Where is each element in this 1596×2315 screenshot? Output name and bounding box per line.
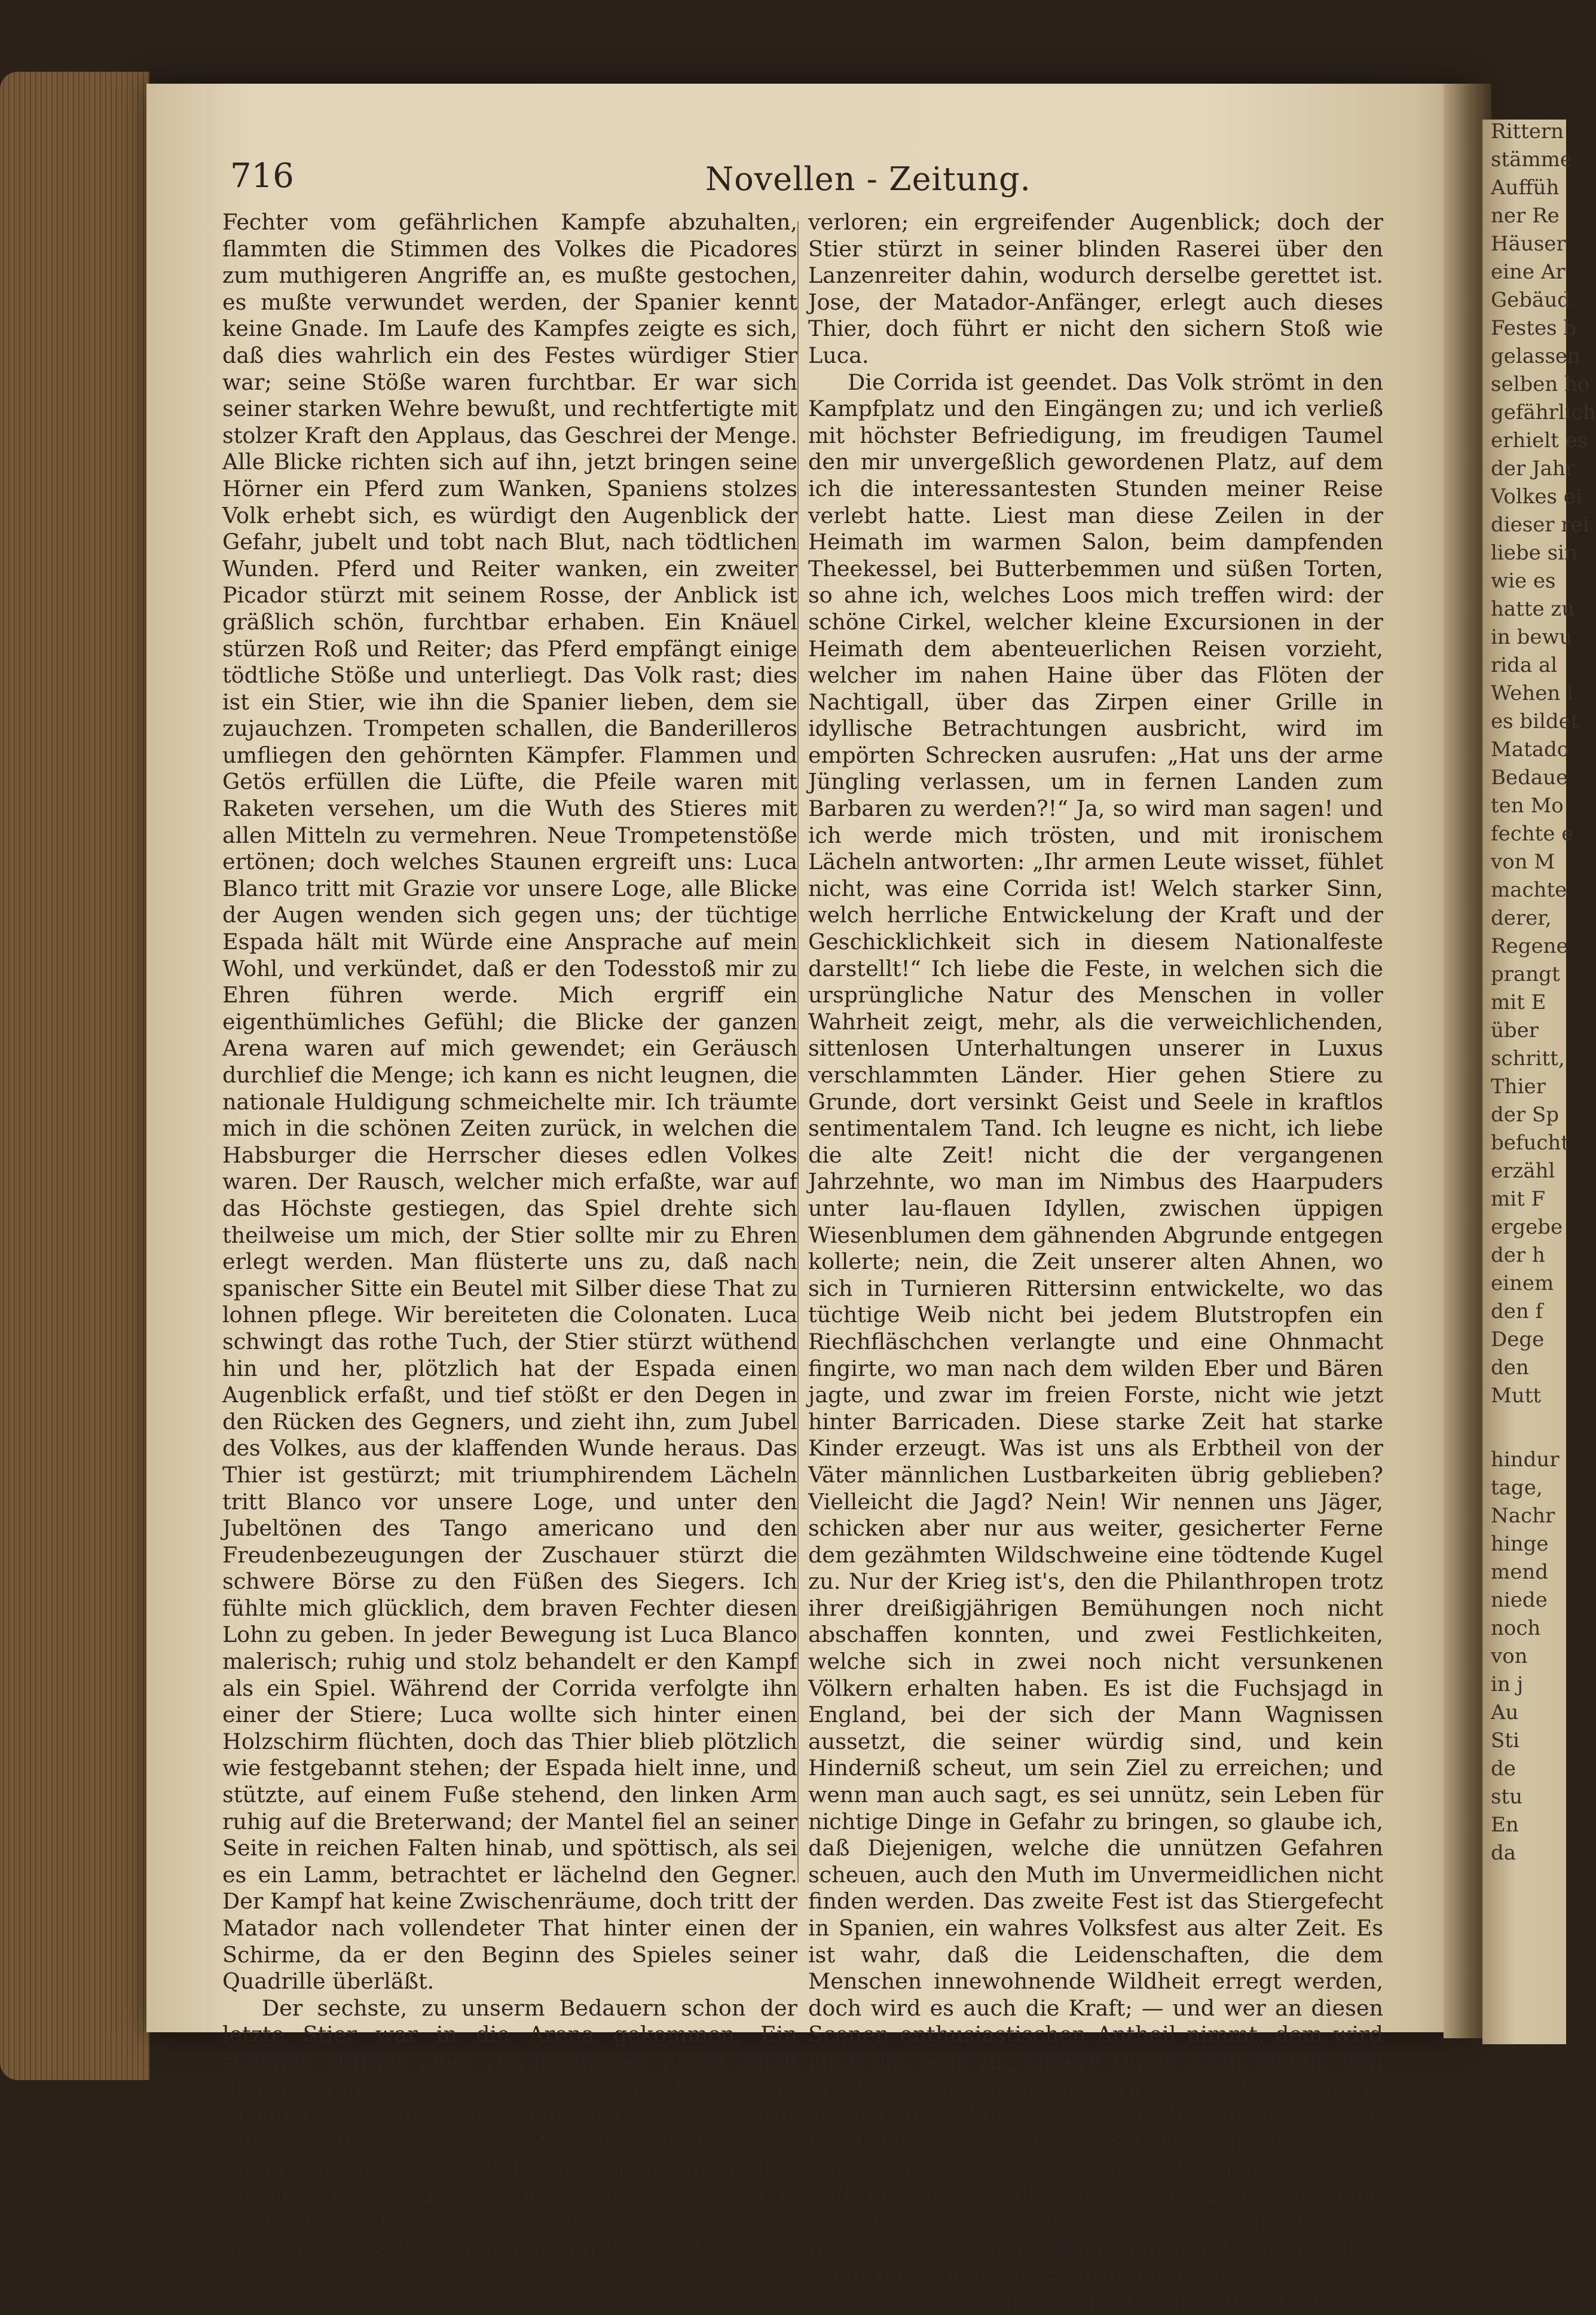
next-page-edge xyxy=(1482,120,1596,2044)
right-column xyxy=(808,209,1383,2314)
next-page-fragment: der h xyxy=(1491,1243,1545,1267)
next-page-fragment: gefährlich xyxy=(1491,400,1596,424)
next-page-fragment: Thier xyxy=(1491,1075,1546,1099)
paragraph: verloren; ein ergreifender Augenblick; doch der Stier stürzt in seiner blinden Raserei über den Lanzenreiter dahin, wodurch derselbe gerettet ist. Jose, der Matador-Anfänger, erlegt auch dieses Thier, doch führt er nicht den sichern Stoß wie Luca. xyxy=(808,209,1383,368)
next-page-fragment: in j xyxy=(1491,1672,1524,1696)
next-page-fragment: liebe sin xyxy=(1491,541,1577,565)
next-page-fragment: Sti xyxy=(1491,1729,1519,1753)
paragraph: Der sechste, zu unserm Bedauern schon der letzte Stier war in die Arena gekommen. Ein schönes, starkes Thier von goldgelber Farbe. Auch dieser Kampf war voll Interesse, voll Bewegung. Besonders fesselte ein Moment die Blicke. Der Stier hat das Pferd eines Picadors erfaßt und zu Boden geworfen; der Reiter liegt halb unter dem Pferde im Sande; noch einmal stürzt das wuthentbrannte Thier gegen das Roß und überrennt dasselbe; man hält den Picador für xyxy=(222,1995,797,2261)
next-page-fragment: mit F xyxy=(1491,1187,1546,1211)
next-page-fragment: derer, xyxy=(1491,906,1552,930)
next-page-fragment: Nachr xyxy=(1491,1504,1555,1528)
next-page-fragment: Dege xyxy=(1491,1328,1545,1351)
next-page-fragment: mend xyxy=(1491,1560,1549,1584)
next-page-fragment: stu xyxy=(1491,1785,1523,1809)
next-page-fragment: Rittern xyxy=(1491,120,1564,143)
next-page-fragment: noch xyxy=(1491,1616,1541,1640)
next-page-fragment: hindur xyxy=(1491,1448,1560,1472)
next-page-fragment: von xyxy=(1491,1644,1528,1668)
next-page-fragment: in bewu xyxy=(1491,625,1573,649)
column-divider xyxy=(797,221,799,1883)
next-page-fragment: Au xyxy=(1491,1701,1519,1724)
next-page-fragment: da xyxy=(1491,1841,1516,1865)
next-page-fragment: mit E xyxy=(1491,990,1546,1014)
next-page-fragment: ergebe xyxy=(1491,1215,1563,1239)
next-page-fragment: dieser rei xyxy=(1491,513,1589,537)
next-page-fragment: Gebäud xyxy=(1491,288,1570,312)
next-page-fragment: einem xyxy=(1491,1271,1554,1295)
next-page-fragment: stämme xyxy=(1491,148,1572,172)
next-page-fragment: hatte zu xyxy=(1491,597,1575,621)
page-number: 716 xyxy=(230,157,294,195)
left-column xyxy=(222,209,797,2261)
next-page-fragment: der Jahr xyxy=(1491,457,1575,481)
paragraph: Fechter vom gefährlichen Kampfe abzuhalten, flammten die Stimmen des Volkes die Picadores zum muthigeren Angriffe an, es mußte gestochen, es mußte verwundet werden, der Spanier kennt keine Gnade. Im Laufe des Kampfes zeigte es sich, daß dies wahrlich ein des Festes würdiger Stier war; seine Stöße waren furchtbar. Er war sich seiner starken Wehre bewußt, und rechtfertigte mit stolzer Kraft den Applaus, das Geschrei der Menge. Alle Blicke richten sich auf ihn, jetzt bringen seine Hörner ein Pferd zum Wanken, Spaniens stolzes Volk erhebt sich, es würdigt den Augenblick der Gefahr, jubelt und tobt nach Blut, nach tödtlichen Wunden. Pferd und Reiter wanken, ein zweiter Picador stürzt mit seinem Rosse, der Anblick ist gräßlich schön, furchtbar erhaben. Ein Knäuel stürzen Roß und Reiter; das Pferd empfängt einige tödtliche Stöße und unterliegt. Das Volk rast; dies ist ein Stier, wie ihn die Spanier lieben, dem sie zujauchzen. Trompeten schallen, die Banderilleros umfliegen den gehörnten Kämpfer. Flammen und Getös erfüllen die Lüfte, die Pfeile waren mit Raketen versehen, um die Wuth des Stieres mit allen Mitteln zu vermehren. Neue Trompetenstöße ertönen; doch welches Staunen ergreift uns: Luca Blanco tritt mit Grazie vor unsere Loge, alle Blicke der Augen wenden sich gegen uns; der tüchtige Espada hält mit Würde eine Ansprache auf mein Wohl, und verkündet, daß er den Todesstoß mir zu Ehren führen werde. Mich ergriff ein eigenthümliches Gefühl; die Blicke der ganzen Arena waren auf mich gewendet; ein Geräusch durchlief die Menge; ich kann es nicht leugnen, die nationale Huldigung schmeichelte mir. Ich träumte mich in die schönen Zeiten zurück, in welchen die Habsburger die Herrscher dieses edlen Volkes waren. Der Rausch, welcher mich erfaßte, war auf das Höchste gestiegen, das Spiel drehte sich theilweise um mich, der Stier sollte mir zu Ehren erlegt werden. Man flüsterte uns zu, daß nach spanischer Sitte ein Beutel mit Silber diese That zu lohnen pflege. Wir bereiteten die Colonaten. Luca schwingt das rothe Tuch, der Stier stürzt wüthend hin und her, plötzlich hat der Espada einen Augenblick erfaßt, und tief stößt er den Degen in den Rücken des Gegners, und zieht ihn, zum Jubel des Volkes, aus der klaffenden Wunde heraus. Das Thier ist gestürzt; mit triumphirendem Lächeln tritt Blanco vor unsere Loge, und unter den Jubeltönen des Tango americano und den Freudenbezeugungen der Zuschauer stürzt die schwere Börse zu den Füßen des Siegers. Ich fühlte mich glücklich, dem braven Fechter diesen Lohn zu geben. In jeder Bewegung ist Luca Blanco malerisch; ruhig und stolz behandelt er den Kampf als ein Spiel. Während der Corrida verfolgte ihn einer der Stiere; Luca wollte sich hinter einen Holzschirm flüchten, doch das Thier blieb plötzlich wie festgebannt stehen; der Espada hielt inne, und stützte, auf einem Fuße stehend, den linken Arm ruhig auf die Breterwand; der Mantel fiel an seiner Seite in reichen Falten hinab, und spöttisch, als sei es ein Lamm, betrachtet er lächelnd den Gegner. Der Kampf hat keine Zwischenräume, doch tritt der Matador nach vollendeter That hinter einen der Schirme, da er den Beginn des Spieles seiner Quadrille überläßt. xyxy=(222,209,797,1995)
next-page-fragment: eine Ar xyxy=(1491,260,1566,284)
paragraph: Die Corrida ist geendet. Das Volk strömt in den Kampfplatz und den Eingängen zu; und ich verließ mit höchster Befriedigung, im freudigen Taumel den mir unvergeßlich gewordenen Platz, auf dem ich die interessantesten Stunden meiner Reise verlebt hatte. Liest man diese Zeilen in der Heimath im warmen Salon, beim dampfenden Theekessel, bei Butterbemmen und süßen Torten, so ahne ich, welches Loos mich treffen wird: der schöne Cirkel, welcher kleine Excursionen in der Heimath dem abenteuerlichen Reisen vorzieht, welcher im nahen Haine über das Flöten der Nachtigall, über das Zirpen einer Grille in idyllische Betrachtungen ausbricht, wird im empörten Schrecken ausrufen: „Hat uns der arme Jüngling verlassen, um in fernen Landen zum Barbaren zu werden?!“ Ja, so wird man sagen! und ich werde mich trösten, und mit ironischem Lächeln antworten: „Ihr armen Leute wisset, fühlet nicht, was eine Corrida ist! Welch starker Sinn, welch herrliche Entwickelung der Kraft und der Geschicklichkeit sich in diesem Nationalfeste darstellt!“ Ich liebe die Feste, in welchen sich die ursprüngliche Natur des Menschen in voller Wahrheit zeigt, mehr, als die verweichlichenden, sittenlosen Unterhaltungen unserer in Luxus verschlammten Länder. Hier gehen Stiere zu Grunde, dort versinkt Geist und Seele in kraftlos sentimentalem Tand. Ich leugne es nicht, ich liebe die alte Zeit! nicht die der vergangenen Jahrzehnte, wo man im Nimbus des Haarpuders unter lau-flauen Idyllen, zwischen üppigen Wiesenblumen dem gähnenden Abgrunde entgegen kollerte; nein, die Zeit unserer alten Ahnen, wo sich in Turnieren Rittersinn entwickelte, wo das tüchtige Weib nicht bei jedem Blutstropfen ein Riechfläschchen verlangte und eine Ohnmacht fingirte, wo man nach dem wilden Eber und Bären jagte, und zwar im freien Forste, nicht wie jetzt hinter Barricaden. Diese starke Zeit hat starke Kinder erzeugt. Was ist uns als Erbtheil von der Väter männlichen Lustbarkeiten übrig geblieben? Vielleicht die Jagd? Nein! Wir nennen uns Jäger, schicken aber nur aus weiter, gesicherter Ferne dem gezähmten Wildschweine eine tödtende Kugel zu. Nur der Krieg ist's, den die Philanthropen trotz ihrer dreißigjährigen Bemühungen noch nicht abschaffen konnten, und zwei Festlichkeiten, welche sich in zwei noch nicht versunkenen Völkern erhalten haben. Es ist die Fuchsjagd in England, bei der sich der Mann Wagnissen aussetzt, die seiner würdig sind, und kein Hinderniß scheut, um sein Ziel zu erreichen; und wenn man auch sagt, es sei unnütz, sein Leben für nichtige Dinge in Gefahr zu bringen, so glaube ich, daß Diejenigen, welche die unnützen Gefahren scheuen, auch den Muth im Unvermeidlichen nicht finden werden. Das zweite Fest ist das Stiergefecht in Spanien, ein wahres Volksfest aus alter Zeit. Es ist wahr, daß die Leidenschaften, die dem Menschen innewohnende Wildheit erregt werden, doch wird es auch die Kraft; — und wer an diesen Scenen enthusiastischen Antheil nimmt, dem wird auch der Sinn für andere Dinge nicht fehlen, und er wird wenigstens nicht in Apathie untergehen. Im spanischen Volke ist noch feste, stolze Ritterlichkeit, und trotz des Festes, das ihre Väter ihnen überliefert haben, sind die Spanier fromm und mildthätig. Alles hat seine Zeit und seine Stimmungen, und deren Wechsel ist der höchste Reiz des Menschenlebens. Ich konnte lange nicht erfahren, woher das Stiergefecht seinen Ursprung hat, ob es den kühnen Mauren oder den edlen xyxy=(808,369,1383,2314)
next-page-fragment: selben ho xyxy=(1491,372,1590,396)
next-page-fragment: es bildet xyxy=(1491,710,1579,733)
running-title: Novellen - Zeitung. xyxy=(705,160,1031,198)
next-page-fragment: Bedaue xyxy=(1491,766,1569,790)
next-page-fragment: machte xyxy=(1491,878,1567,902)
next-page-fragment: niede xyxy=(1491,1588,1548,1612)
next-page-fragment: erzähl xyxy=(1491,1159,1555,1183)
next-page-fragment: der Sp xyxy=(1491,1103,1560,1127)
next-page-fragment: ten Mo xyxy=(1491,794,1564,818)
next-page-fragment: tage, xyxy=(1491,1476,1543,1500)
next-page-fragment: hinge xyxy=(1491,1532,1549,1556)
next-page-fragment: ner Re xyxy=(1491,204,1560,228)
next-page-fragment: wie es xyxy=(1491,569,1556,593)
next-page-fragment: Regene xyxy=(1491,934,1569,958)
next-page-fragment: rida al xyxy=(1491,653,1558,677)
next-page-fragment: befucht xyxy=(1491,1131,1569,1155)
next-page-fragment: En xyxy=(1491,1813,1519,1837)
next-page-fragment: erhielt es xyxy=(1491,429,1588,452)
next-page-fragment: den xyxy=(1491,1356,1529,1380)
next-page-fragment: Mutt xyxy=(1491,1384,1542,1408)
book-fore-edge xyxy=(0,72,149,2080)
next-page-fragment: Festes b xyxy=(1491,316,1577,340)
next-page-fragment: Häuser xyxy=(1491,232,1566,256)
next-page-fragment: Matado xyxy=(1491,738,1570,762)
next-page-fragment: prangt xyxy=(1491,962,1560,986)
next-page-fragment: schritt, xyxy=(1491,1047,1565,1071)
next-page-fragment: de xyxy=(1491,1757,1516,1781)
next-page-fragment: Wehen i xyxy=(1491,681,1573,705)
next-page-fragment: Volkes ei xyxy=(1491,485,1582,509)
next-page-fragment: Auffüh xyxy=(1491,176,1560,200)
next-page-fragment: fechte e xyxy=(1491,822,1574,846)
next-page-fragment: den f xyxy=(1491,1299,1543,1323)
next-page-fragment: von M xyxy=(1491,850,1555,874)
next-page-fragment: gelassen xyxy=(1491,344,1580,368)
next-page-fragment: über xyxy=(1491,1019,1539,1042)
